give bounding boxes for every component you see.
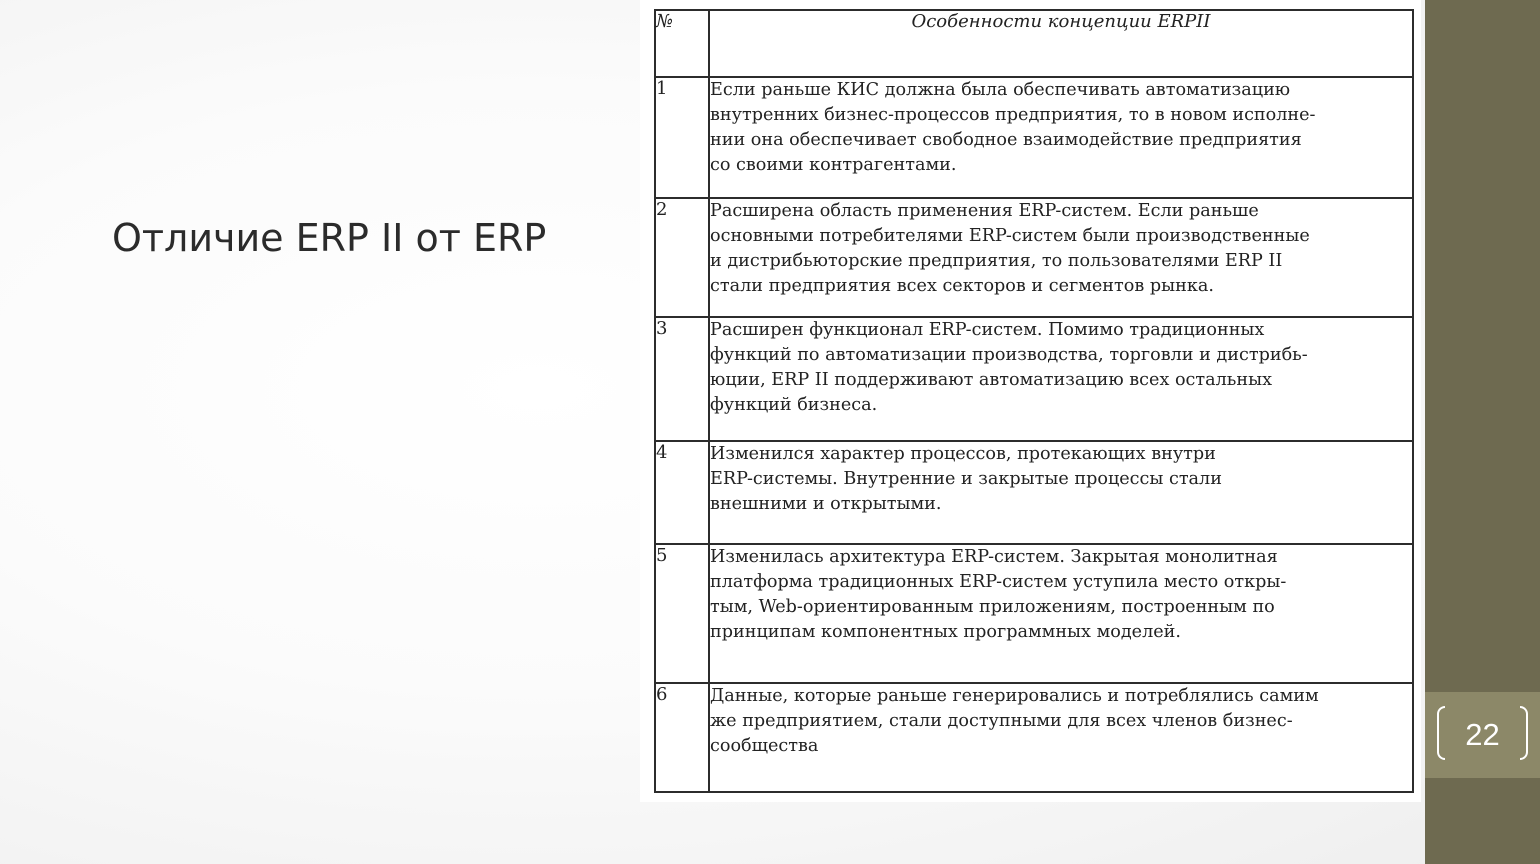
row-text: Данные, которые раньше генерировались и потреблялись самим же предприятием, стали доступными для всех членов бизнес- сообщества bbox=[709, 683, 1413, 792]
table-header-row bbox=[655, 10, 1413, 77]
table-row bbox=[655, 77, 1413, 198]
header-features: Особенности концепции ERPII bbox=[709, 10, 1413, 77]
table-row bbox=[655, 441, 1413, 544]
row-text: Расширена область применения ERP-систем. Если раньше основными потребителями ERP-систем были производственные и дистрибьюторские предприятия, то пользователями ERP II стали предприятия всех секторов и сегментов рынка. bbox=[709, 198, 1413, 317]
row-number: 2 bbox=[655, 198, 709, 317]
page-number: 22 bbox=[1465, 717, 1500, 752]
row-number: 6 bbox=[655, 683, 709, 792]
row-text: Расширен функционал ERP-систем. Помимо традиционных функций по автоматизации производства, торговли и дистрибь- юции, ERP II поддерживают автоматизацию всех остальных функций бизнеса. bbox=[709, 317, 1413, 441]
row-number: 3 bbox=[655, 317, 709, 441]
row-text: Если раньше КИС должна была обеспечивать автоматизацию внутренних бизнес-процессов предприятия, то в новом исполне- нии она обеспечивает свободное взаимодействие предприятия со своими контрагентами. bbox=[709, 77, 1413, 198]
table-row bbox=[655, 317, 1413, 441]
table-image bbox=[640, 0, 1421, 802]
table-row bbox=[655, 544, 1413, 683]
right-brace-icon bbox=[1520, 706, 1528, 760]
page-number-box bbox=[1425, 692, 1540, 778]
row-text: Изменилась архитектура ERP-систем. Закрытая монолитная платформа традиционных ERP-систем уступила место откры- тым, Web-ориентированным приложениям, построенным по принципам компонентных программных моделей. bbox=[709, 544, 1413, 683]
row-number: 4 bbox=[655, 441, 709, 544]
header-number: № bbox=[655, 10, 709, 77]
row-number: 1 bbox=[655, 77, 709, 198]
table-row bbox=[655, 683, 1413, 792]
table-row bbox=[655, 198, 1413, 317]
row-text: Изменился характер процессов, протекающих внутри ERP-системы. Внутренние и закрытые процессы стали внешними и открытыми. bbox=[709, 441, 1413, 544]
features-table bbox=[654, 9, 1414, 793]
row-number: 5 bbox=[655, 544, 709, 683]
slide-title: Отличие ERP II от ERP bbox=[112, 216, 547, 260]
